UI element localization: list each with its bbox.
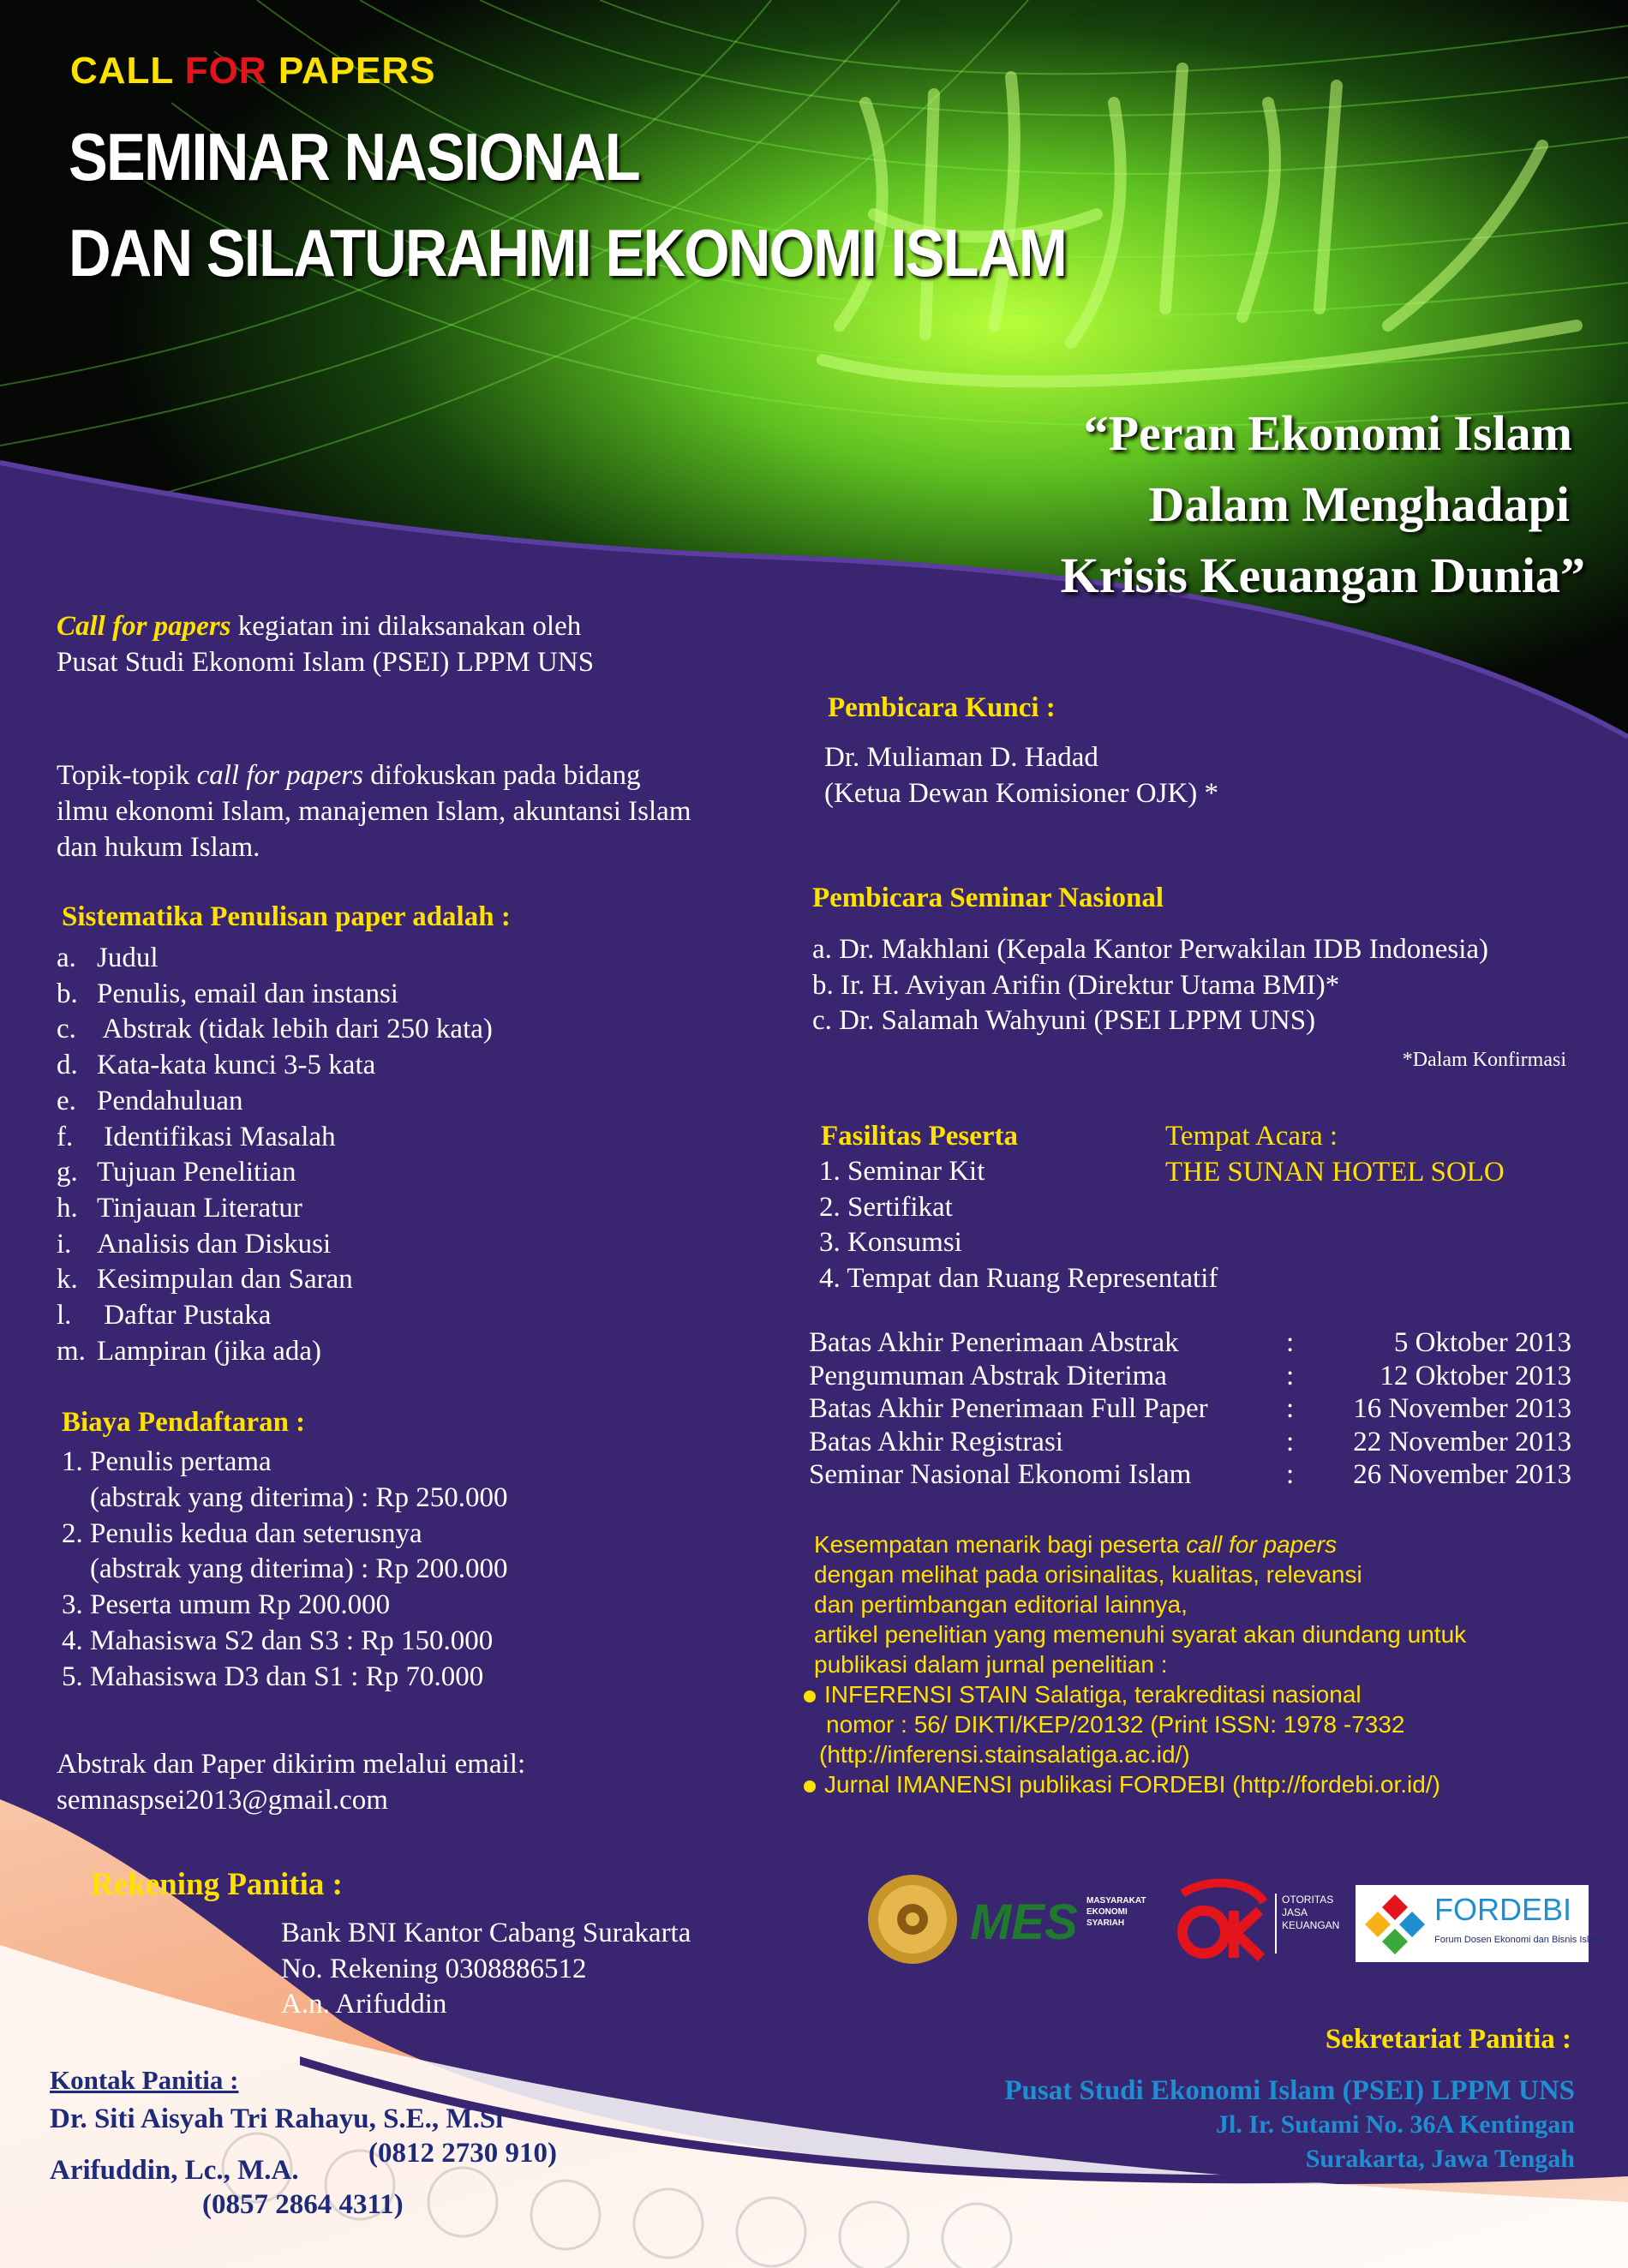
intro-text (57, 608, 594, 680)
seminar-title-line2: DAN SILATURAHMI EKONOMI ISLAM (69, 215, 1067, 290)
nasional-speaker: b. Ir. H. Aviyan Arifin (Direktur Utama BMI)* (812, 969, 1340, 1001)
fasilitas-item: 3. Konsumsi (819, 1227, 962, 1258)
sistematika-text: Tujuan Penelitian (97, 1157, 296, 1188)
sistematika-item (57, 1155, 493, 1191)
kesempatan-block (814, 1529, 1466, 1799)
sistematika-item (57, 1084, 493, 1120)
important-dates (809, 1326, 1571, 1492)
sistematika-item (57, 1048, 493, 1084)
jurnal-2[interactable]: Jurnal IMANENSI publikasi FORDEBI (http://fordebi.or.id/) (824, 1771, 1440, 1798)
fasilitas-item: 1. Seminar Kit (819, 1156, 985, 1187)
biaya-item: 4. Mahasiswa S2 dan S3 : Rp 150.000 (62, 1625, 494, 1656)
mes-logo-subtext (1086, 1895, 1146, 1929)
sistematika-item (57, 1227, 493, 1263)
biaya-heading: Biaya Pendaftaran : (62, 1407, 306, 1438)
date-colon: : (1286, 1459, 1295, 1491)
biaya-item: 5. Mahasiswa D3 dan S1 : Rp 70.000 (62, 1661, 484, 1692)
tempat-heading: Tempat Acara : (1165, 1121, 1338, 1152)
sistematika-item (57, 977, 493, 1013)
email-block (57, 1746, 525, 1818)
sistematika-text: Kesimpulan dan Saran (97, 1264, 353, 1296)
sekretariat-line3: Surakarta, Jawa Tengah (1305, 2145, 1575, 2173)
theme-line2: Dalam Menghadapi (1148, 476, 1570, 532)
email-instruction: Abstrak dan Paper dikirim melalui email: (57, 1749, 526, 1780)
mes-logo: MES (970, 1894, 1078, 1950)
mes-sub1: MASYARAKAT (1086, 1896, 1146, 1906)
ojk-divider (1275, 1894, 1277, 1954)
ojk-logo-subtext (1282, 1894, 1339, 1932)
sekretariat-line1: Pusat Studi Ekonomi Islam (PSEI) LPPM UNS (1004, 2075, 1575, 2106)
sistematika-item (57, 941, 493, 977)
rekening-item: Bank BNI Kantor Cabang Surakarta (281, 1918, 691, 1948)
sistematika-text: Penulis, email dan instansi (97, 978, 398, 1009)
jurnal-1-line2: nomor : 56/ DIKTI/KEP/20132 (Print ISSN: 1978 -7332 (826, 1711, 1405, 1738)
date-row (809, 1392, 1571, 1426)
sistematika-marker: g. (57, 1157, 78, 1188)
rekening-heading: Rekening Panitia : (91, 1867, 343, 1902)
jurnal-1-line1: INFERENSI STAIN Salatiga, terakreditasi nasional (824, 1681, 1362, 1708)
sistematika-marker: m. (57, 1335, 86, 1367)
sistematika-marker: i. (57, 1228, 72, 1260)
sistematika-item (57, 1334, 493, 1370)
date-colon: : (1286, 1393, 1295, 1425)
kontak-phone2: (0857 2864 4311) (202, 2189, 404, 2220)
kunci-block (824, 739, 1218, 811)
rekening-list (281, 1916, 691, 2023)
mes-sub3: SYARIAH (1086, 1918, 1125, 1928)
date-label: Batas Akhir Penerimaan Full Paper (809, 1393, 1208, 1425)
uns-seal-icon (865, 1868, 960, 1971)
topics-l1a: Topik-topik (57, 760, 197, 791)
topics-text (57, 757, 691, 865)
kesempatan-l5: publikasi dalam jurnal penelitian : (814, 1651, 1168, 1678)
call-for-papers-label (70, 50, 436, 93)
date-label: Pengumuman Abstrak Diterima (809, 1360, 1167, 1391)
biaya-item: (abstrak yang diterima) : Rp 200.000 (62, 1553, 508, 1585)
fasilitas-item: 2. Sertifikat (819, 1191, 953, 1223)
date-row (809, 1326, 1571, 1360)
sistematika-item (57, 1012, 493, 1048)
biaya-list (62, 1445, 508, 1696)
date-row (809, 1426, 1571, 1459)
date-value: 5 Oktober 2013 (1393, 1327, 1571, 1358)
date-colon: : (1286, 1426, 1295, 1457)
topics-l1b: call for papers (196, 760, 363, 791)
sistematika-text: Lampiran (jika ada) (97, 1335, 322, 1367)
cfp-word-for: FOR (184, 50, 267, 92)
biaya-item: (abstrak yang diterima) : Rp 250.000 (62, 1481, 508, 1513)
nasional-heading: Pembicara Seminar Nasional (812, 883, 1164, 913)
sistematika-text: Abstrak (tidak lebih dari 250 kata) (97, 1014, 493, 1045)
sistematika-text: Pendahuluan (97, 1085, 243, 1116)
bullet-icon (804, 1780, 816, 1792)
biaya-item: 1. Penulis pertama (62, 1446, 272, 1477)
date-colon: : (1286, 1360, 1295, 1391)
sistematika-item (57, 1120, 493, 1156)
fordebi-logo (1356, 1885, 1602, 1962)
email-address[interactable]: semnaspsei2013@gmail.com (57, 1785, 388, 1816)
topics-l1c: difokuskan pada bidang (362, 760, 641, 791)
kontak-name1: Dr. Siti Aisyah Tri Rahayu, S.E., M.Si (50, 2103, 504, 2134)
kunci-role: (Ketua Dewan Komisioner OJK) * (824, 778, 1219, 809)
logo-row (865, 1868, 1619, 1971)
ojk-sub3: KEUANGAN (1282, 1919, 1340, 1931)
topics-line2: ilmu ekonomi Islam, manajemen Islam, akuntansi Islam (57, 796, 691, 827)
date-value: 26 November 2013 (1353, 1459, 1571, 1491)
sistematika-marker: b. (57, 978, 78, 1009)
sistematika-marker: a. (57, 943, 76, 973)
date-value: 16 November 2013 (1353, 1393, 1571, 1425)
cfp-word-papers: PAPERS (266, 50, 436, 92)
date-label: Batas Akhir Penerimaan Abstrak (809, 1327, 1179, 1358)
kontak-phone1: (0812 2730 910) (368, 2138, 557, 2169)
nasional-list (812, 932, 1488, 1039)
sistematika-text: Identifikasi Masalah (97, 1121, 336, 1152)
kesempatan-l2: dengan melihat pada orisinalitas, kualitas, relevansi (814, 1561, 1362, 1588)
topics-line3: dan hukum Islam. (57, 832, 260, 863)
theme-line3: Krisis Keuangan Dunia” (1060, 548, 1585, 603)
nasional-speaker: c. Dr. Salamah Wahyuni (PSEI LPPM UNS) (812, 1005, 1316, 1036)
kunci-heading: Pembicara Kunci : (828, 692, 1056, 723)
sistematika-text: Tinjauan Literatur (97, 1192, 302, 1224)
sistematika-marker: l. (57, 1300, 72, 1331)
sistematika-text: Analisis dan Diskusi (97, 1228, 332, 1260)
fasilitas-list (819, 1154, 1218, 1296)
sistematika-marker: e. (57, 1085, 76, 1116)
sekretariat-line2: Jl. Ir. Sutami No. 36A Kentingan (1216, 2110, 1575, 2139)
sistematika-item (57, 1262, 493, 1298)
cfp-word-call: CALL (70, 50, 185, 92)
nasional-speaker: a. Dr. Makhlani (Kepala Kantor Perwakilan IDB Indonesia) (812, 934, 1489, 965)
biaya-item: 3. Peserta umum Rp 200.000 (62, 1589, 391, 1621)
fordebi-name: FORDEBI (1434, 1892, 1572, 1927)
date-colon: : (1286, 1327, 1295, 1358)
sistematika-marker: c. (57, 1014, 76, 1045)
mes-sub2: EKONOMI (1086, 1907, 1128, 1917)
date-value: 22 November 2013 (1353, 1426, 1571, 1457)
fordebi-mark-icon (1361, 1890, 1429, 1959)
ojk-logo-icon (1174, 1876, 1268, 1962)
sekretariat-heading: Sekretariat Panitia : (1325, 2024, 1571, 2055)
konfirmasi-note: *Dalam Konfirmasi (1402, 1049, 1566, 1071)
sistematika-marker: h. (57, 1192, 78, 1224)
sistematika-list (57, 941, 493, 1369)
sistematika-marker: k. (57, 1264, 78, 1296)
rekening-item: A.n. Arifuddin (281, 1989, 447, 2020)
sistematika-item (57, 1298, 493, 1334)
tempat-value: THE SUNAN HOTEL SOLO (1165, 1157, 1505, 1188)
seminar-title-line1: SEMINAR NASIONAL (69, 119, 639, 194)
date-row (809, 1458, 1571, 1492)
date-value: 12 Oktober 2013 (1380, 1360, 1571, 1391)
date-label: Batas Akhir Registrasi (809, 1426, 1063, 1457)
intro-line2: Pusat Studi Ekonomi Islam (PSEI) LPPM UNS (57, 647, 595, 678)
kesempatan-l1a: Kesempatan menarik bagi peserta (814, 1531, 1187, 1558)
ojk-sub1: OTORITAS (1282, 1894, 1334, 1906)
fasilitas-heading: Fasilitas Peserta (821, 1121, 1019, 1152)
jurnal-1-url[interactable]: (http://inferensi.stainsalatiga.ac.id/) (819, 1741, 1190, 1768)
fordebi-subtext: Forum Dosen Ekonomi dan Bisnis Islam (1434, 1935, 1602, 1945)
date-label: Seminar Nasional Ekonomi Islam (809, 1459, 1192, 1491)
sistematika-heading: Sistematika Penulisan paper adalah : (62, 901, 511, 932)
sistematika-text: Daftar Pustaka (97, 1300, 272, 1331)
biaya-item: 2. Penulis kedua dan seterusnya (62, 1517, 422, 1549)
kunci-speaker: Dr. Muliaman D. Hadad (824, 742, 1098, 773)
kesempatan-l1b: call for papers (1186, 1531, 1338, 1558)
sistematika-marker: d. (57, 1050, 78, 1081)
fasilitas-item: 4. Tempat dan Ruang Representatif (819, 1262, 1218, 1294)
kontak-heading: Kontak Panitia : (50, 2065, 239, 2095)
bullet-icon (804, 1691, 816, 1702)
sistematika-marker: f. (57, 1121, 74, 1152)
kesempatan-l3: dan pertimbangan editorial lainnya, (814, 1591, 1188, 1618)
date-row (809, 1360, 1571, 1393)
kontak-name2: Arifuddin, Lc., M.A. (50, 2155, 299, 2186)
sistematika-text: Judul (97, 943, 159, 973)
sistematika-item (57, 1191, 493, 1227)
theme-line1: “Peran Ekonomi Islam (1083, 405, 1572, 461)
intro-italic: Call for papers (57, 611, 231, 642)
rekening-item: No. Rekening 0308886512 (281, 1953, 587, 1984)
kesempatan-l4: artikel penelitian yang memenuhi syarat akan diundang untuk (814, 1621, 1467, 1648)
intro-rest: kegiatan ini dilaksanakan oleh (230, 611, 582, 642)
ojk-sub2: JASA (1282, 1906, 1308, 1918)
sistematika-text: Kata-kata kunci 3-5 kata (97, 1050, 376, 1081)
